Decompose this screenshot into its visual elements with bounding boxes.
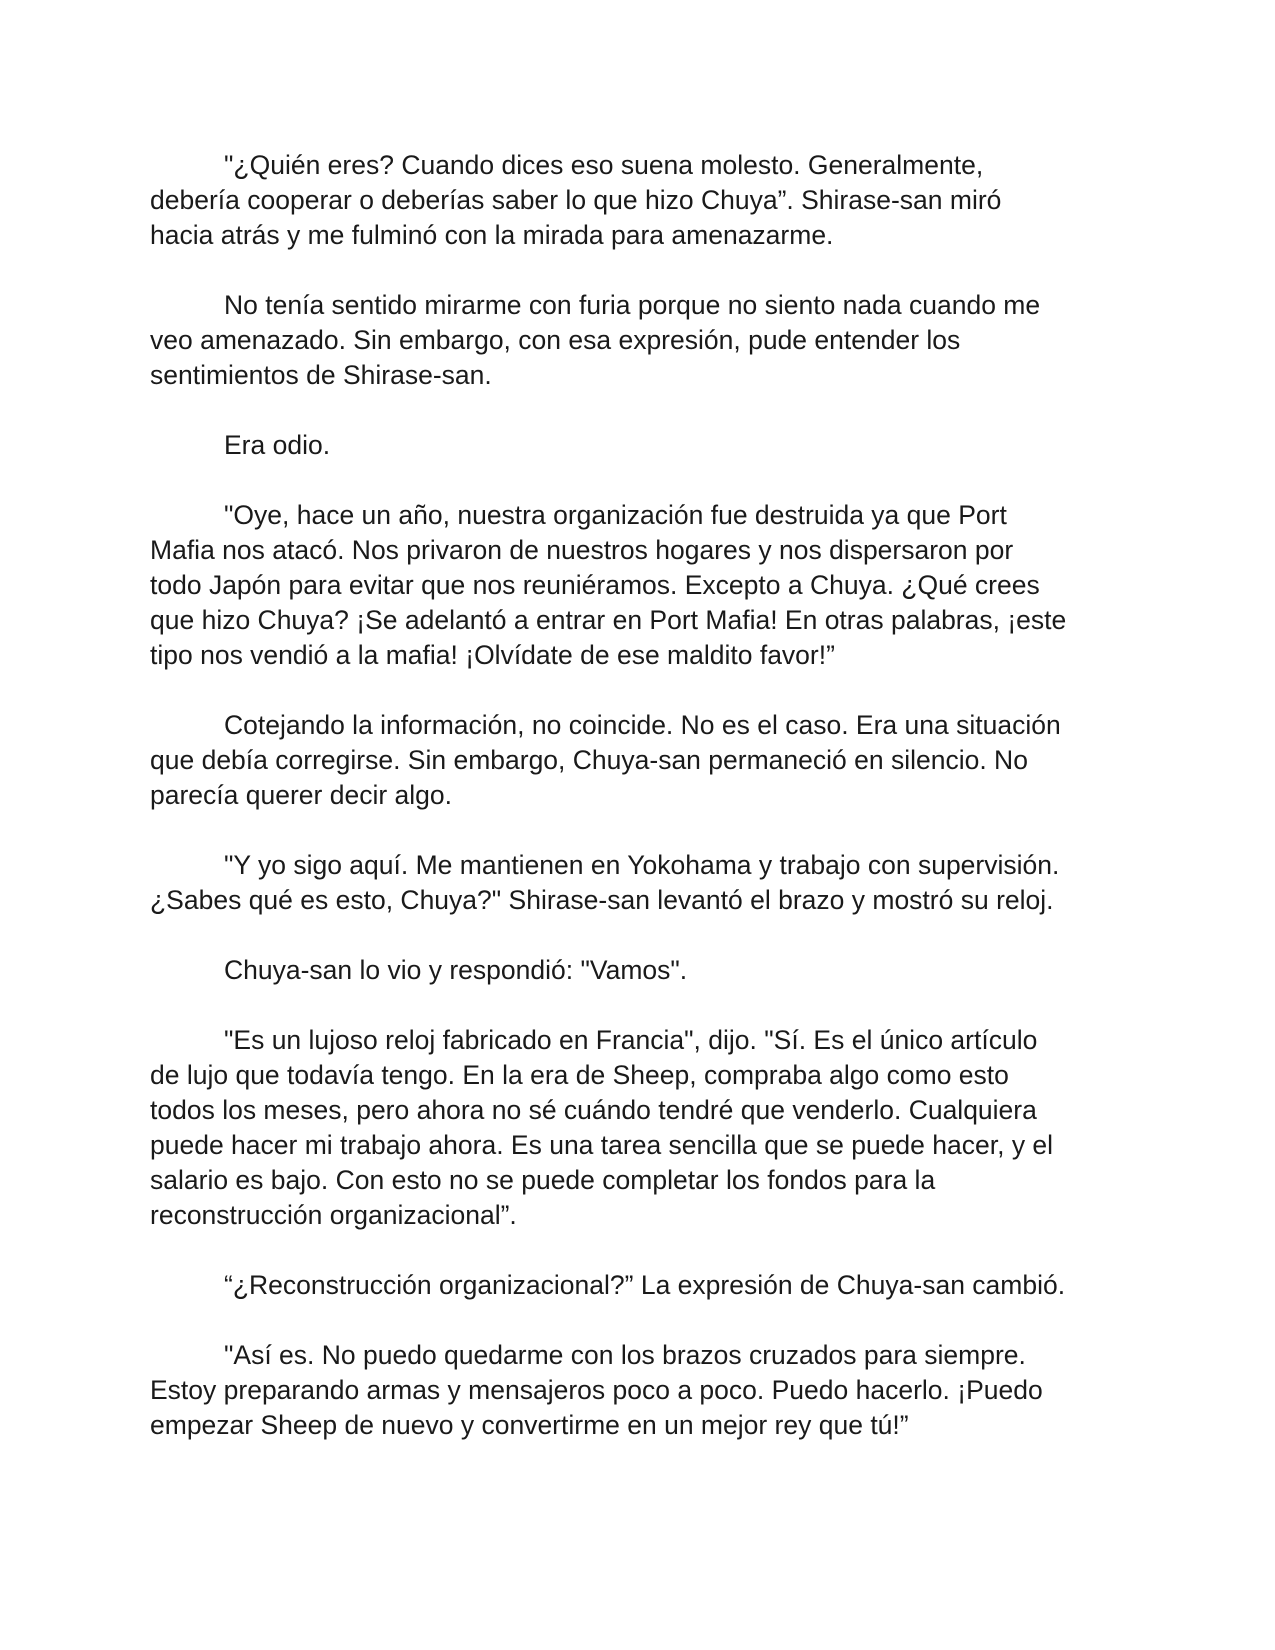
- paragraph: "¿Quién eres? Cuando dices eso suena molesto. Generalmente, debería cooperar o deberías saber lo que hizo Chuya”. Shirase-san miró hacia atrás y me fulminó con la mirada para amenazarme.: [150, 150, 1002, 250]
- paragraph: "Es un lujoso reloj fabricado en Francia", dijo. "Sí. Es el único artículo de lujo que todavía tengo. En la era de Sheep, compraba algo como esto todos los meses, pero ahora no sé cuándo tendré que venderlo. Cualquiera puede hacer mi trabajo ahora. Es una tarea sencilla que se puede hacer, y el salario es bajo. Con esto no se puede completar los fondos para la reconstrucción organizacional”.: [150, 1025, 1054, 1230]
- paragraph: Era odio.: [224, 430, 331, 460]
- paragraph: Cotejando la información, no coincide. No es el caso. Era una situación que debía corregirse. Sin embargo, Chuya-san permaneció en silencio. No parecía querer decir algo.: [150, 710, 1061, 810]
- document-body: [150, 148, 1135, 1443]
- paragraph: "Y yo sigo aquí. Me mantienen en Yokohama y trabajo con supervisión. ¿Sabes qué es esto, Chuya?" Shirase-san levantó el brazo y mostró su reloj.: [150, 850, 1060, 915]
- paragraph: "Oye, hace un año, nuestra organización fue destruida ya que Port Mafia nos atacó. Nos privaron de nuestros hogares y nos dispersaron por todo Japón para evitar que nos reuniéramos. Excepto a Chuya. ¿Qué crees que hizo Chuya? ¡Se adelantó a entrar en Port Mafia! En otras palabras, ¡este tipo nos vendió a la mafia! ¡Olvídate de ese maldito favor!”: [150, 500, 1067, 670]
- paragraph: “¿Reconstrucción organizacional?” La expresión de Chuya-san cambió.: [224, 1270, 1066, 1300]
- paragraph: "Así es. No puedo quedarme con los brazos cruzados para siempre. Estoy preparando armas y mensajeros poco a poco. Puedo hacerlo. ¡Puedo empezar Sheep de nuevo y convertirme en un mejor rey que tú!”: [150, 1340, 1043, 1440]
- paragraph: Chuya-san lo vio y respondió: "Vamos".: [224, 955, 688, 985]
- paragraph: No tenía sentido mirarme con furia porque no siento nada cuando me veo amenazado. Sin embargo, con esa expresión, pude entender los sentimientos de Shirase-san.: [150, 290, 1041, 390]
